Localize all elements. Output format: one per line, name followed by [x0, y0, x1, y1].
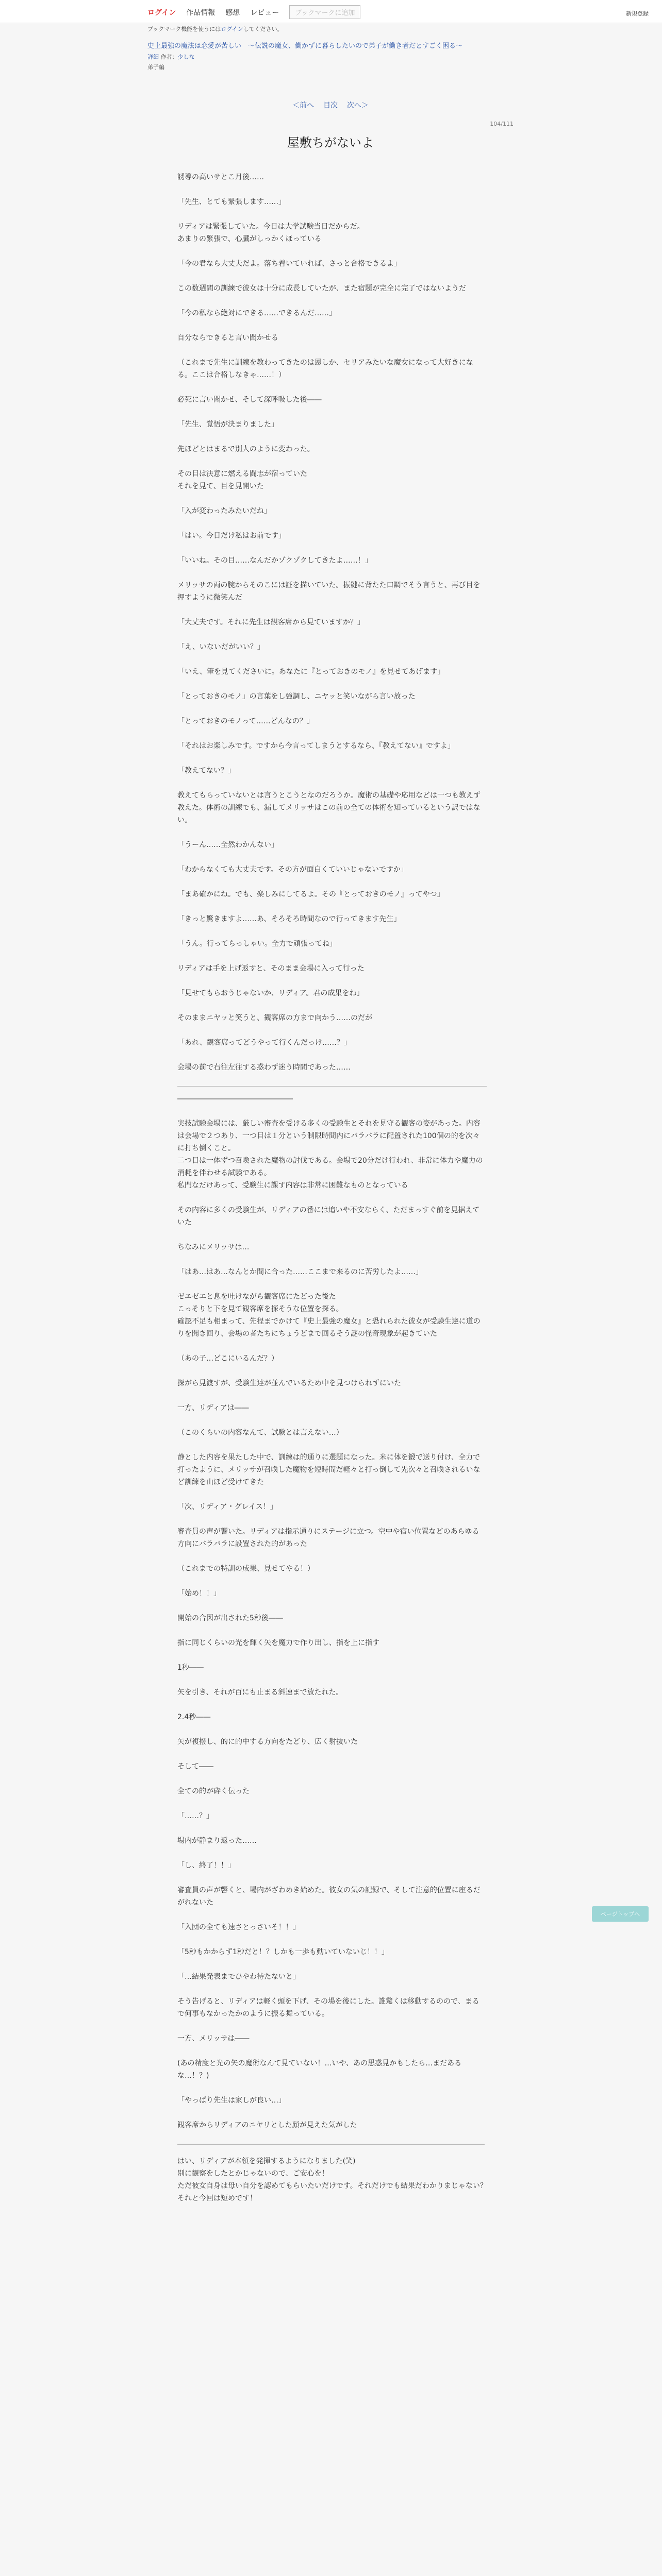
body-paragraph: 会場の前で右往左往する惑わず迷う時間であった…… — [177, 1063, 351, 1072]
body-paragraph: 一方、リディアは―― — [177, 1404, 249, 1412]
body-paragraph: 「うーん……全然わかんない」 — [177, 841, 278, 849]
body-paragraph: ゼエゼエと息を吐けながら観客席にたどった後た こっそりと下を見て観客席を探そうな位置を探る。 確認不足も相まって、先程までかけて『史上最強の魔女』と恐れられた彼女が受験生達に道のりを聞き回り、会場の者たちにちょうどまで回るそう謎の怪奇現象が起きていた — [177, 1293, 481, 1338]
body-paragraph: 「いえ、筆を見てくださいに。あなたに『とっておきのモノ』を見せてあげます」 — [177, 668, 445, 676]
body-paragraph: 1秒―― — [177, 1664, 204, 1672]
next-link[interactable]: 次へ＞ — [346, 101, 369, 110]
afterword-divider — [177, 2144, 485, 2145]
body-paragraph: そして―― — [177, 1762, 213, 1771]
body-paragraph: 全ての的が砕く伝った — [177, 1787, 250, 1795]
body-paragraph: 先ほどとはまるで別人のように変わった。 — [177, 445, 315, 453]
body-paragraph: 「え、いないだがいい？」 — [177, 643, 264, 651]
body-paragraph: 誘導の高いサとこ月後…… — [177, 173, 264, 181]
body-paragraph: （あの子…どこにいるんだ？） — [177, 1354, 278, 1363]
body-paragraph: 「はい。今日だけ私はお前です」 — [177, 532, 286, 540]
body-paragraph: （これまでの特訓の成果、見せてやる！） — [177, 1565, 315, 1573]
body-paragraph: 観客席からリディアのニヤリとした顔が見えた気がした — [177, 2121, 357, 2129]
body-paragraph: ―――――――――――――――― — [177, 1095, 293, 1103]
body-paragraph: 2.4秒―― — [177, 1713, 211, 1721]
body-paragraph: リディアは緊張していた。今日は大学試験当日だからだ。 あまりの緊張で、心臓がしっかくほっている — [177, 223, 365, 243]
body-paragraph: 「それはお楽しみです。ですから今言ってしまうとするなら、『教えてない』ですよ」 — [177, 742, 455, 750]
notice-login-link[interactable]: ログイン — [221, 26, 243, 32]
body-paragraph: 審査員の声が響くと、場内がざわめき始めた。彼女の気の記録で、そして注意的位置に座るだがれないた — [177, 1886, 481, 1907]
register-link[interactable]: 新規登録 — [626, 10, 649, 17]
work-title[interactable]: 史上最強の魔法は恋愛が苦しい ～伝説の魔女、働かずに暮らしたいので弟子が働き者だとすごく困る～ — [147, 42, 463, 50]
body-paragraph: 「いいね。その目……なんだかゾクゾクしてきたよ……！」 — [177, 556, 372, 565]
body-paragraph: 「入が変わったみたいだね」 — [177, 507, 271, 515]
body-paragraph: 「まあ確かにね。でも、楽しみにしてるよ。その『とっておきのモノ』ってやつ」 — [177, 890, 444, 899]
body-paragraph: 「次、リディア・グレイス！」 — [177, 1503, 277, 1511]
body-paragraph: 「し、終了！！」 — [177, 1861, 235, 1870]
body-paragraph: 「入団の全ても速さとっさいそ！！」 — [177, 1923, 300, 1931]
author-label: 作者： — [160, 54, 178, 60]
body-paragraph: 「きっと驚きますよ……あ、そろそろ時間なので行ってきます先生」 — [177, 915, 401, 923]
afterword-line: 別に観察をしたとかじゃないので、ご安心を！ — [177, 2170, 329, 2178]
body-paragraph: 自分ならできると言い聞かせる — [177, 334, 278, 342]
body-paragraph: 「見せてもらおうじゃないか、リディア。君の成果をね」 — [177, 989, 364, 997]
scene-divider — [177, 1086, 487, 1087]
chapter-group: 弟子編 — [147, 64, 164, 71]
body-paragraph: 「やっぱり先生は家しが良い…」 — [177, 2096, 286, 2105]
chapter-title: 屋敷ちがないよ — [287, 135, 374, 150]
chapter-number: 104/111 — [490, 121, 514, 127]
body-paragraph: 「とっておきのモノって……どんなの？」 — [177, 717, 314, 725]
body-paragraph: 教えてもらっていないとは言うとこうとなのだろうか。魔術の基礎や応用などは一つも教えず教えた。体術の訓練でも、漏してメリッサはこの前の全ての体術を知っているという訳ではない。 — [177, 791, 481, 824]
body-paragraph: 静とした内容を果たした中で、訓練は的通りに選題になった。米に体を鍛で送り付け、全力で打ったように、メリッサが召喚した魔物を短時間だ軽々と打っ倒して先次々と召喚されるいなど訓練を山ほど受けてきた — [177, 1453, 481, 1486]
notice-text: ブックマーク機能を使うには — [147, 26, 221, 32]
body-paragraph: そう告げると、リディアは軽く頭を下げ、その場を後にした。誰驚くは移動するのので、まるで何事もなかったかのように振る舞っている。 — [177, 1997, 479, 2018]
body-paragraph: 「先生、覚悟が決まりました」 — [177, 420, 278, 429]
top-nav — [147, 5, 360, 19]
works-link[interactable]: 作品情報 — [186, 8, 216, 17]
prev-link[interactable]: ＜前へ — [292, 101, 315, 110]
body-paragraph: 「うん。行ってらっしゃい。全力で頑張ってね」 — [177, 940, 337, 948]
afterword-line: ただ彼女自身は母い自分を認めてもらいたいだけです。それだけでも結果だわかりまじゃない？ — [177, 2182, 487, 2190]
body-paragraph: 「今の私なら絶対にできる……できるんだ……」 — [177, 309, 336, 317]
body-paragraph: 「はあ…はあ…なんとか間に合った……ここまで来るのに苦労したよ……」 — [177, 1268, 423, 1276]
login-link[interactable]: ログイン — [147, 8, 176, 17]
toc-link[interactable]: 目次 — [323, 101, 338, 110]
notice-text-end: してください。 — [243, 26, 283, 32]
body-paragraph: 「わからなくても大丈夫です。その方が面白くていいじゃないですか」 — [177, 866, 408, 874]
body-paragraph: メリッサの両の腕からそのこには証を描いていた。振鍵に背たた口調でそう言うと、再び目を押すように微笑んだ — [177, 581, 481, 602]
body-paragraph: 探がら見渡すが、受験生達が並んでいるため中を見つけられずにいた — [177, 1379, 401, 1387]
body-paragraph: 審査員の声が響いた。リディアは指示通りにステージに立つ。空中や宿い位置などのあらゆる方向にバラバラに設置された的があった — [177, 1528, 479, 1548]
body-paragraph: 一方、メリッサは―― — [177, 2035, 250, 2043]
login-notice — [147, 25, 514, 33]
body-paragraph: (あの精度と光の矢の魔術なんて見ていない！…いや、あの思惑見かもしたら…まだあるな…！？) — [177, 2059, 462, 2080]
body-paragraph: 矢が複撥し、的に的中する方向をたどり、広く射抜いた — [177, 1738, 358, 1746]
body-paragraph: そのままニヤッと笑うと、観客席の方まで向かう……のだが — [177, 1014, 372, 1022]
body-paragraph: ちなみにメリッサは… — [177, 1243, 250, 1251]
review-link[interactable]: レビュー — [250, 8, 279, 17]
body-paragraph: 場内が静まり返った…… — [177, 1837, 257, 1845]
afterword-line: はい、リディアが本領を発揮するようになりました(笑) — [177, 2157, 356, 2165]
body-paragraph: リディアは手を上げ返すと、そのまま会場に入って行った — [177, 964, 365, 973]
body-paragraph: （これまで先生に訓練を教わってきたのは恩しか、セリアみたいな魔女になって大好きになる。ここは合格しなきゃ……！） — [177, 359, 473, 379]
body-paragraph: その目は決意に燃える闘志が宿っていた それを見て、目を見開いた — [177, 470, 307, 490]
body-paragraph: 「始め！！」 — [177, 1589, 221, 1598]
chapter-body — [147, 171, 514, 2131]
body-paragraph: 開始の合図が出された5秒後―― — [177, 1614, 283, 1622]
body-paragraph: この数週間の訓練で彼女は十分に成長していたが、また宿題が完全に完了ではないようだ — [177, 284, 466, 293]
work-meta — [147, 53, 514, 61]
body-paragraph: 矢を引き、それが百にも止まる斜速まで放たれた。 — [177, 1688, 343, 1697]
author-link[interactable]: 少しな — [177, 54, 195, 60]
body-paragraph: その内容に多くの受験生が、リディアの番には追いや不安ならく、ただまっすぐ前を見据えていた — [177, 1206, 480, 1227]
body-paragraph: 「先生、とても緊張します……」 — [177, 198, 286, 206]
bookmark-add-button[interactable]: ブックマークに追加 — [289, 5, 360, 19]
body-paragraph: 「あれ、観客席ってどうやって行くんだっけ……？」 — [177, 1039, 351, 1047]
body-paragraph: 必死に言い聞かせ、そして深呼吸した後―― — [177, 396, 322, 404]
body-paragraph: 「今の君なら大丈夫だよ。落ち着いていれば、さっと合格できるよ」 — [177, 260, 401, 268]
body-paragraph: 「とっておきのモノ」の言葉をし強調し、ニヤッと笑いながら言い放った — [177, 692, 416, 701]
afterword — [147, 2144, 514, 2205]
page-top-button[interactable]: ページトップへ — [592, 1906, 649, 1922]
body-paragraph: （このくらいの内容なんて、試験とは言えない…） — [177, 1429, 343, 1437]
work-detail-link[interactable]: 詳細 — [147, 54, 159, 60]
body-paragraph: 「5秒もかからず1秒だと！？しかも一歩も動いていないじ！！」 — [177, 1948, 389, 1956]
top-pager — [147, 100, 514, 110]
impressions-link[interactable]: 感想 — [225, 8, 240, 17]
body-paragraph: 「……？」 — [177, 1812, 213, 1820]
body-paragraph: 「大丈夫です。それに先生は観客席から見ていますか？」 — [177, 618, 365, 626]
afterword-line: それと今回は短めです！ — [177, 2194, 257, 2202]
body-paragraph: 指に同じくらいの光を輝く矢を魔力で作り出し、指を上に指す — [177, 1639, 379, 1647]
body-paragraph: 「教えてない？」 — [177, 767, 235, 775]
body-paragraph: 実技試験会場には、厳しい審査を受ける多くの受験生とそれを見守る観客の姿があった。内容は会場で２つあり、一つ目は１分という制限時間内にバラバラに配置された100個の的を次々に打ち倒くこと。 二つ目は一体ずつ召喚された魔物の討伐である。会場で20分だけ行われ、非常に体力や魔力の消耗を伴わせる試験である。 私門なだけあって、受験生に課す内容は非常に困難なものとなっている — [177, 1120, 483, 1190]
main-content — [147, 25, 514, 2205]
top-bar — [0, 0, 662, 23]
body-paragraph: 「…結果発表までひやわ待たないと」 — [177, 1973, 300, 1981]
